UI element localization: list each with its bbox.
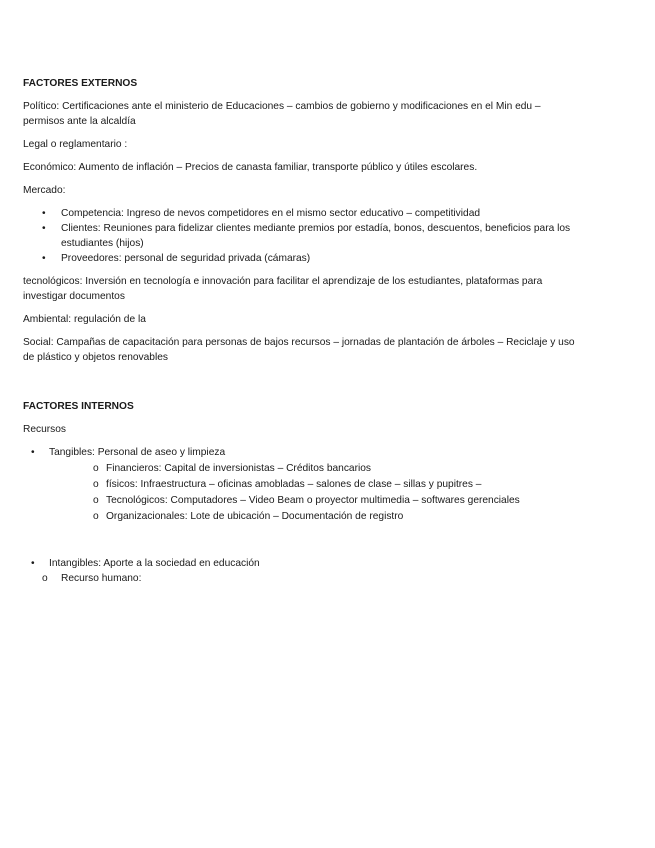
recursos-label: Recursos [23,424,67,435]
section-spacer [23,373,583,399]
tangibles-sub-fisicos: o físicos: Infraestructura – oficinas amobladas – salones de clase – sillas y pupitres – [49,477,583,492]
mercado-list [23,206,583,266]
ambiental-paragraph: Ambiental: regulación de la [23,314,146,325]
factores-internos-heading: FACTORES INTERNOS [23,401,134,412]
intangibles-item: • Intangibles: Aporte a la sociedad en educación [23,556,583,571]
tangibles-list [23,445,583,524]
document-page [23,76,583,587]
economico-paragraph: Económico: Aumento de inflación – Precios de canasta familiar, transporte público y útiles escolares. [23,162,478,173]
tangibles-sub-tecnologicos: o Tecnológicos: Computadores – Video Beam o proyector multimedia – softwares gerenciales [49,493,583,508]
intangibles-sublist [23,571,583,586]
tangibles-label: Tangibles: Personal de aseo y limpieza [49,447,226,458]
politico-paragraph: Político: Certificaciones ante el ministerio de Educaciones – cambios de gobierno y modificaciones en el Min edu – permisos ante la alcaldía [23,101,541,127]
legal-paragraph: Legal o reglamentario : [23,139,128,150]
intangibles-sub-recurso-humano: o Recurso humano: [23,571,583,586]
mercado-item-competencia: • Competencia: Ingreso de nevos competidores en el mismo sector educativo – competitividad [23,206,583,221]
mercado-item-clientes: • Clientes: Reuniones para fidelizar clientes mediante premios por estadía, bonos, descuentos, beneficios para los estudiantes (hijos) [23,221,583,251]
tangibles-sub-financieros: o Financieros: Capital de inversionistas – Créditos bancarios [49,461,583,476]
factores-externos-heading: FACTORES EXTERNOS [23,78,138,89]
tangibles-sub-organizacionales: o Organizacionales: Lote de ubicación – Documentación de registro [49,509,583,524]
social-paragraph: Social: Campañas de capacitación para personas de bajos recursos – jornadas de plantación de árboles – Reciclaje y uso de plástico y objetos renovables [23,337,575,363]
mercado-label: Mercado: [23,185,66,196]
intangibles-list [23,556,583,571]
tangibles-item [23,445,583,524]
mercado-item-proveedores: • Proveedores: personal de seguridad privada (cámaras) [23,251,583,266]
tecnologicos-paragraph: tecnológicos: Inversión en tecnología e innovación para facilitar el aprendizaje de los estudiantes, plataformas para investigar documentos [23,276,543,302]
tangibles-sublist [49,461,583,524]
list-spacer [23,532,583,556]
